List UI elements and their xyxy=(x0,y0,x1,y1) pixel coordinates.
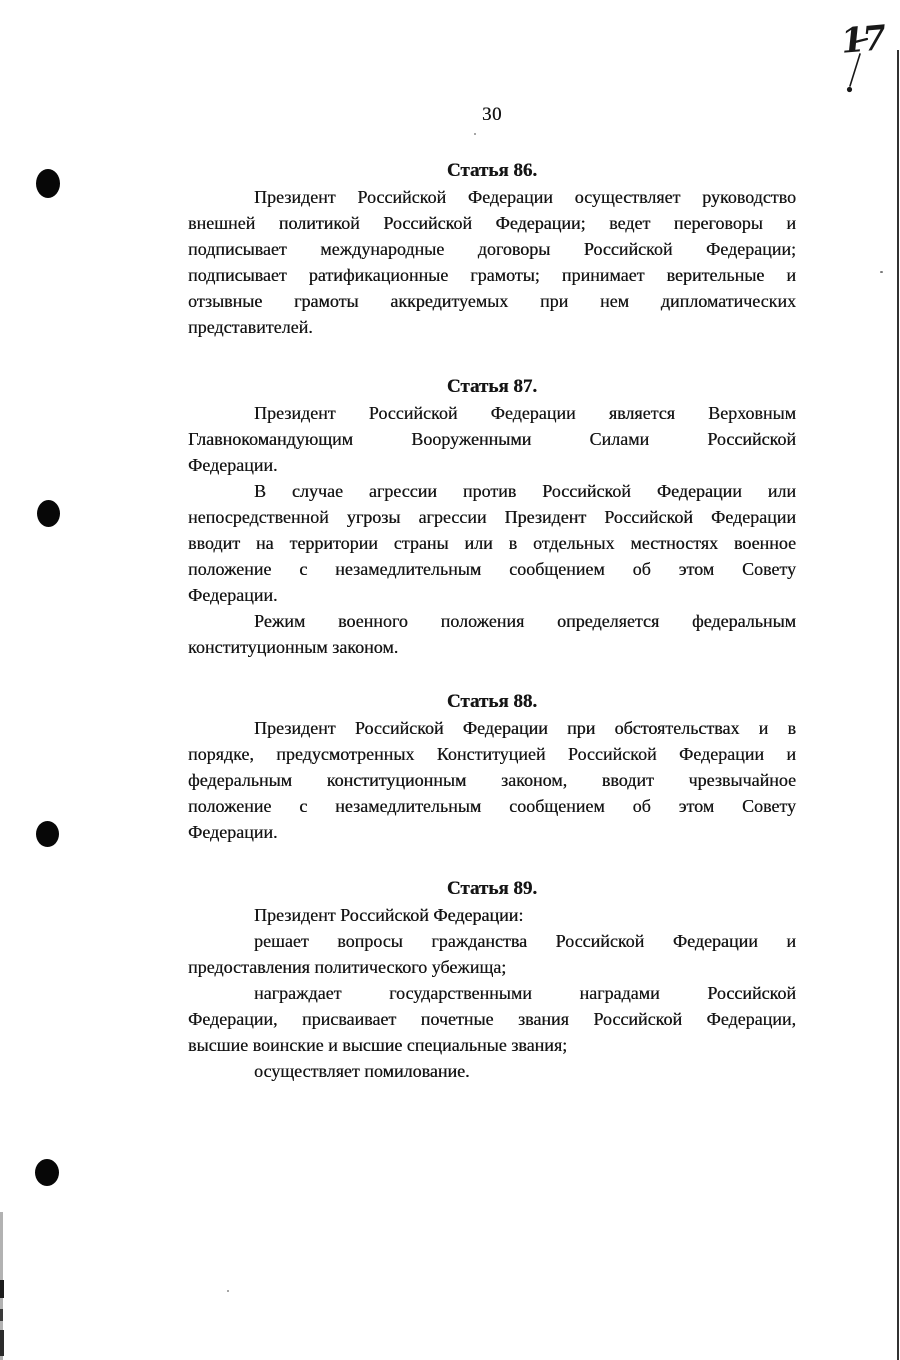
text-line: Режим военного положения определяется федеральным xyxy=(254,611,796,631)
text-line: осуществляет помилование. xyxy=(254,1061,470,1081)
scan-speck xyxy=(227,1290,229,1292)
scan-speck xyxy=(880,271,883,273)
text-line: В случае агрессии против Российской Федерации или xyxy=(254,481,796,501)
article-heading: Статья 88. xyxy=(446,691,538,712)
text-line: награждает государственными наградами Российской xyxy=(254,983,796,1003)
punch-hole-mark xyxy=(36,169,60,198)
text-line: представителей. xyxy=(188,317,313,337)
article-heading: Статья 89. xyxy=(446,878,538,899)
text-line: Президент Российской Федерации: xyxy=(254,905,524,925)
article-section-4 xyxy=(188,876,796,1084)
article-heading: Статья 87. xyxy=(446,376,538,397)
punch-hole-mark xyxy=(36,821,59,847)
scan-edge-smudge xyxy=(0,1280,4,1298)
punch-hole-mark xyxy=(37,500,60,527)
article-section-1 xyxy=(188,158,796,340)
article-section-2 xyxy=(188,374,796,660)
text-line: Президент Российской Федерации при обстоятельствах и в xyxy=(254,718,796,738)
punch-hole-mark xyxy=(35,1159,59,1186)
article-heading: Статья 86. xyxy=(446,160,538,181)
text-line: Федерации. xyxy=(188,822,278,842)
handwritten-stroke-marks xyxy=(836,16,884,100)
text-line: Главнокомандующим Вооруженными Силами Российской xyxy=(188,429,796,449)
text-line: решает вопросы гражданства Российской Федерации и xyxy=(254,931,796,951)
handwritten-page-mark: 17 xyxy=(839,18,886,62)
text-line: положение с незамедлительным сообщением об этом Совету xyxy=(188,559,796,579)
scan-edge-line-right xyxy=(897,50,899,1360)
text-line: Федерации. xyxy=(188,585,278,605)
text-line: конституционным законом. xyxy=(188,637,399,657)
text-line: Президент Российской Федерации является Верховным xyxy=(254,403,796,423)
text-line: порядке, предусмотренных Конституцией Российской Федерации и xyxy=(188,744,796,764)
text-line: вводит на территории страны или в отдельных местностях военное xyxy=(188,533,796,553)
text-line: положение с незамедлительным сообщением об этом Совету xyxy=(188,796,796,816)
article-section-3 xyxy=(188,689,796,845)
text-line: непосредственной угрозы агрессии Президент Российской Федерации xyxy=(188,507,796,527)
scan-speck xyxy=(474,133,476,135)
text-line: внешней политикой Российской Федерации; ведет переговоры и xyxy=(188,213,796,233)
text-line: высшие воинские и высшие специальные звания; xyxy=(188,1035,568,1055)
text-line: Федерации. xyxy=(188,455,278,475)
text-line: предоставления политического убежища; xyxy=(188,957,507,977)
text-line: подписывает ратификационные грамоты; принимает верительные и xyxy=(188,265,796,285)
text-line: Президент Российской Федерации осуществляет руководство xyxy=(254,187,796,207)
text-line: федеральным конституционным законом, вводит чрезвычайное xyxy=(188,770,796,790)
page-number: 30 xyxy=(482,104,502,125)
text-line: подписывает международные договоры Российской Федерации; xyxy=(188,239,796,259)
text-line: Федерации, присваивает почетные звания Российской Федерации, xyxy=(188,1009,796,1029)
scan-edge-smudge xyxy=(0,1330,4,1356)
scan-edge-smudge xyxy=(0,1309,3,1321)
text-line: отзывные грамоты аккредитуемых при нем дипломатических xyxy=(188,291,796,311)
